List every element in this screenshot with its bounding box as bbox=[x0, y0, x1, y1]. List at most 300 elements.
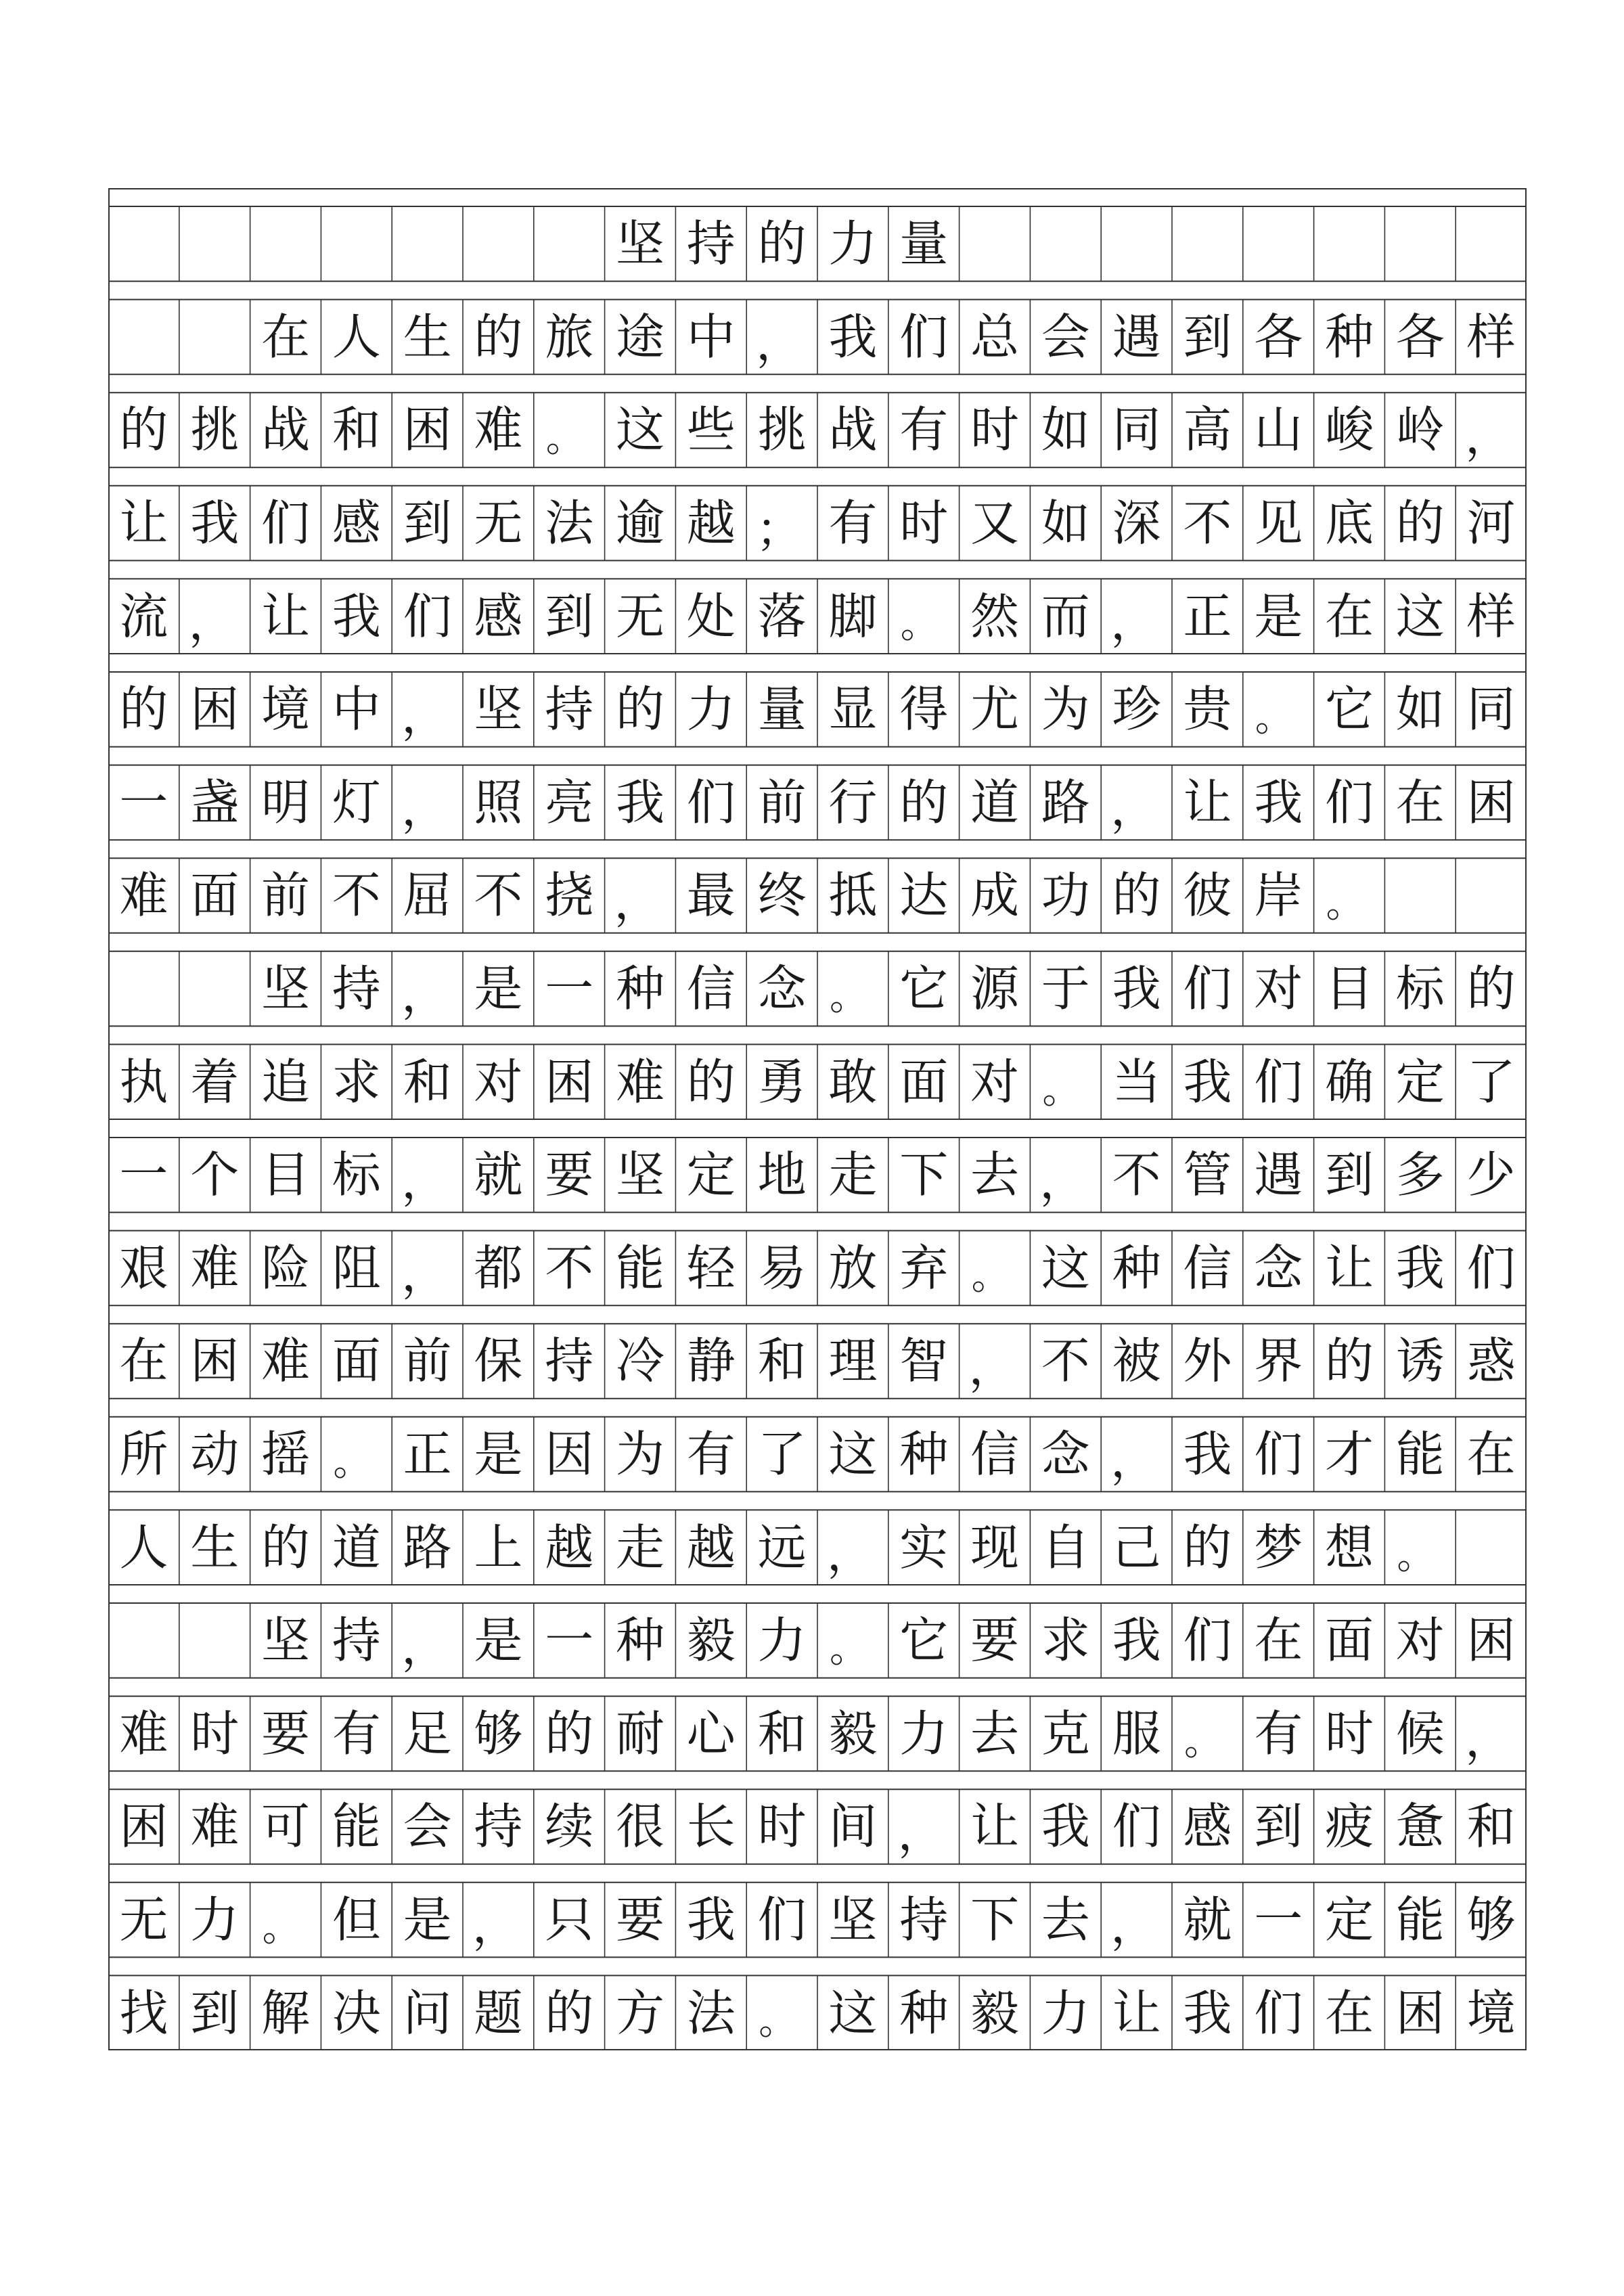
grid-cell-char: 己 bbox=[1112, 1518, 1161, 1576]
grid-cell-char: 。 bbox=[1042, 1068, 1081, 1112]
grid-cell-char: 心 bbox=[686, 1705, 736, 1762]
grid-cell-char: 各 bbox=[1254, 308, 1303, 365]
grid-cell-char: ， bbox=[897, 1807, 944, 1861]
grid-cell-char: 到 bbox=[190, 1984, 240, 2042]
grid-cell-char: 耐 bbox=[615, 1705, 664, 1762]
grid-cell-char: 方 bbox=[615, 1984, 664, 2042]
grid-cell-char: 是 bbox=[1254, 587, 1303, 645]
grid-cell-char: 。 bbox=[1326, 882, 1364, 926]
grid-cell-char: 旅 bbox=[545, 308, 594, 365]
grid-cell-char: 们 bbox=[1183, 960, 1232, 1018]
grid-cell-char: 只 bbox=[545, 1891, 594, 1949]
grid-cell-char: 到 bbox=[403, 495, 452, 552]
grid-cell-char: 求 bbox=[332, 1053, 381, 1110]
grid-cell-char: 有 bbox=[1254, 1705, 1303, 1762]
grid-cell-char: 种 bbox=[1324, 308, 1374, 365]
grid-cell-char: 让 bbox=[970, 1798, 1019, 1855]
grid-cell-char: 无 bbox=[474, 495, 523, 552]
grid-cell-char: 坚 bbox=[828, 1891, 878, 1949]
grid-cell-char: 被 bbox=[1112, 1332, 1161, 1390]
grid-cell-char: 下 bbox=[970, 1891, 1019, 1949]
grid-cell-char: 。 bbox=[262, 1906, 300, 1951]
grid-cell-char: 到 bbox=[545, 587, 594, 645]
grid-cell-char: 各 bbox=[1395, 308, 1445, 365]
grid-cell-char: 和 bbox=[1466, 1798, 1516, 1855]
grid-cell-char: 让 bbox=[1183, 773, 1232, 831]
grid-cell-char: 为 bbox=[1041, 681, 1090, 738]
grid-cell-char: 难 bbox=[261, 1332, 310, 1390]
grid-cell-char: 深 bbox=[1112, 495, 1161, 552]
grid-cell-char: 目 bbox=[261, 1146, 310, 1204]
grid-cell-char: 所 bbox=[119, 1426, 168, 1483]
grid-cell-char: 珍 bbox=[1112, 681, 1161, 738]
grid-cell-char: 会 bbox=[1041, 308, 1090, 365]
grid-cell-char: 难 bbox=[474, 401, 523, 459]
grid-cell-char: 遇 bbox=[1112, 308, 1161, 365]
grid-cell-char: 敢 bbox=[828, 1053, 878, 1110]
grid-cell-char: ， bbox=[968, 1341, 1015, 1395]
grid-cell-char: 和 bbox=[332, 401, 381, 459]
grid-cell-char: 我 bbox=[828, 308, 878, 365]
grid-cell-char: 行 bbox=[828, 773, 878, 831]
grid-cell-char: 去 bbox=[970, 1705, 1019, 1762]
grid-cell-char: 生 bbox=[190, 1518, 240, 1576]
grid-cell-char: 弃 bbox=[899, 1239, 949, 1297]
grid-cell-char: 的 bbox=[545, 1984, 594, 2042]
grid-cell-char: 问 bbox=[403, 1984, 452, 2042]
grid-cell-char: 源 bbox=[970, 960, 1019, 1018]
grid-cell-char: 克 bbox=[1041, 1705, 1090, 1762]
grid-cell-char: 长 bbox=[686, 1798, 736, 1855]
grid-cell-char: 样 bbox=[1466, 587, 1516, 645]
grid-cell-char: 确 bbox=[1324, 1053, 1374, 1110]
grid-cell-char: ； bbox=[756, 503, 803, 558]
grid-cell-char: 信 bbox=[686, 960, 736, 1018]
grid-cell-char: 岸 bbox=[1254, 867, 1303, 924]
grid-cell-char: 有 bbox=[828, 495, 878, 552]
grid-cell-char: 坚 bbox=[261, 960, 310, 1018]
grid-cell-char: 岭 bbox=[1395, 401, 1445, 459]
grid-cell-char: 一 bbox=[1254, 1891, 1303, 1949]
grid-cell-char: 的 bbox=[545, 1705, 594, 1762]
grid-cell-char: 挑 bbox=[757, 401, 807, 459]
grid-cell-char: 的 bbox=[1324, 1332, 1374, 1390]
grid-cell-char: 道 bbox=[332, 1518, 381, 1576]
grid-cell-char: 当 bbox=[1112, 1053, 1161, 1110]
grid-cell-char: 持 bbox=[332, 1612, 381, 1669]
grid-cell-char: 力 bbox=[1041, 1984, 1090, 2042]
grid-cell-char: 外 bbox=[1183, 1332, 1232, 1390]
grid-cell-char: 去 bbox=[1041, 1891, 1090, 1949]
grid-cell-char: 见 bbox=[1254, 495, 1303, 552]
grid-cell-char: 面 bbox=[899, 1053, 949, 1110]
grid-cell-char: 这 bbox=[615, 401, 664, 459]
grid-cell-char: 要 bbox=[615, 1891, 664, 1949]
grid-cell-char: 人 bbox=[332, 308, 381, 365]
grid-cell-char: 。 bbox=[1184, 1720, 1222, 1765]
grid-cell-char: 远 bbox=[757, 1518, 807, 1576]
grid-cell-char: 种 bbox=[1112, 1239, 1161, 1297]
grid-cell-char: 种 bbox=[899, 1426, 949, 1483]
grid-cell-char: 很 bbox=[615, 1798, 664, 1855]
grid-cell-char: 感 bbox=[474, 587, 523, 645]
grid-cell-char: 我 bbox=[1183, 1984, 1232, 2042]
grid-cell-char: 力 bbox=[757, 1612, 807, 1669]
grid-cell-char: 挑 bbox=[190, 401, 240, 459]
grid-cell-char: 摇 bbox=[261, 1426, 310, 1483]
grid-cell-char: 毅 bbox=[970, 1984, 1019, 2042]
grid-cell-char: 够 bbox=[474, 1705, 523, 1762]
grid-cell-char: 到 bbox=[1183, 308, 1232, 365]
grid-cell-char: 逾 bbox=[615, 495, 664, 552]
grid-cell-char: 脚 bbox=[828, 587, 878, 645]
grid-cell-char: 但 bbox=[332, 1891, 381, 1949]
grid-cell-char: 上 bbox=[474, 1518, 523, 1576]
grid-cell-char: 实 bbox=[899, 1518, 949, 1576]
grid-cell-char: 在 bbox=[1324, 1984, 1374, 2042]
grid-cell-char: 它 bbox=[899, 960, 949, 1018]
grid-cell-char: 地 bbox=[757, 1146, 807, 1204]
grid-cell-char: 们 bbox=[1324, 773, 1374, 831]
grid-cell-char: ， bbox=[1465, 410, 1512, 464]
grid-cell-char: 决 bbox=[332, 1984, 381, 2042]
grid-cell-char: 困 bbox=[545, 1053, 594, 1110]
grid-cell-char: 静 bbox=[686, 1332, 736, 1390]
grid-cell-char: 找 bbox=[119, 1984, 168, 2042]
grid-cell-char: 要 bbox=[970, 1612, 1019, 1669]
grid-cell-char: ， bbox=[472, 1900, 519, 1954]
grid-cell-char: 管 bbox=[1183, 1146, 1232, 1204]
grid-cell-char: 如 bbox=[1041, 495, 1090, 552]
grid-cell-char: 在 bbox=[1466, 1426, 1516, 1483]
grid-cell-char: 标 bbox=[1395, 960, 1445, 1018]
grid-cell-char: 得 bbox=[899, 681, 949, 738]
grid-cell-char: 都 bbox=[474, 1239, 523, 1297]
grid-cell-char: 困 bbox=[403, 401, 452, 459]
grid-cell-char: 能 bbox=[1395, 1891, 1445, 1949]
grid-cell-char: 候 bbox=[1395, 1705, 1445, 1762]
grid-cell-char: 智 bbox=[899, 1332, 949, 1390]
grid-cell-char: 续 bbox=[545, 1798, 594, 1855]
grid-cell-char: 的 bbox=[899, 773, 949, 831]
grid-cell-char: 定 bbox=[1395, 1053, 1445, 1110]
grid-cell-char: 服 bbox=[1112, 1705, 1161, 1762]
grid-cell-char: 让 bbox=[119, 495, 168, 552]
grid-cell-char: 们 bbox=[1254, 1053, 1303, 1110]
grid-cell-char: 山 bbox=[1254, 401, 1303, 459]
grid-cell-char: 定 bbox=[686, 1146, 736, 1204]
grid-cell-char: 力 bbox=[686, 681, 736, 738]
grid-cell-char: 持 bbox=[474, 1798, 523, 1855]
grid-cell-char: 难 bbox=[615, 1053, 664, 1110]
grid-cell-char: 们 bbox=[686, 773, 736, 831]
grid-cell-char: 是 bbox=[474, 1426, 523, 1483]
grid-cell-char: 的 bbox=[686, 1053, 736, 1110]
grid-cell-char: 它 bbox=[1324, 681, 1374, 738]
grid-cell-char: 战 bbox=[828, 401, 878, 459]
grid-cell-char: 中 bbox=[332, 681, 381, 738]
grid-cell-char: 和 bbox=[757, 1705, 807, 1762]
grid-cell-char: 我 bbox=[1183, 1426, 1232, 1483]
grid-cell-char: 对 bbox=[1254, 960, 1303, 1018]
grid-cell-char: 我 bbox=[686, 1891, 736, 1949]
grid-cell-char: 我 bbox=[615, 773, 664, 831]
grid-cell-char: 易 bbox=[757, 1239, 807, 1297]
grid-cell-char: 念 bbox=[1041, 1426, 1090, 1483]
grid-cell-char: 在 bbox=[119, 1332, 168, 1390]
grid-cell-char: 放 bbox=[828, 1239, 878, 1297]
grid-cell-char: 中 bbox=[686, 308, 736, 365]
grid-cell-char: 越 bbox=[686, 495, 736, 552]
grid-cell-char: 时 bbox=[970, 401, 1019, 459]
grid-cell-char: ， bbox=[1039, 1155, 1086, 1209]
grid-cell-char: 会 bbox=[403, 1798, 452, 1855]
grid-cell-char: 的 bbox=[1183, 1518, 1232, 1576]
grid-cell-char: 了 bbox=[757, 1426, 807, 1483]
grid-cell-char: 因 bbox=[545, 1426, 594, 1483]
grid-cell-char: 对 bbox=[1395, 1612, 1445, 1669]
grid-cell-char: 信 bbox=[1183, 1239, 1232, 1297]
grid-cell-char: 艰 bbox=[119, 1239, 168, 1297]
grid-cell-char: 的 bbox=[474, 308, 523, 365]
grid-cell-char: 路 bbox=[1041, 773, 1090, 831]
grid-cell-char: 我 bbox=[332, 587, 381, 645]
grid-cell-char: 时 bbox=[757, 1798, 807, 1855]
grid-cell-char: 让 bbox=[1324, 1239, 1374, 1297]
grid-cell-char: 。 bbox=[1397, 1533, 1435, 1578]
grid-cell-char: 到 bbox=[1324, 1146, 1374, 1204]
grid-cell-char: 。 bbox=[1255, 696, 1293, 740]
grid-cell-char: 下 bbox=[899, 1146, 949, 1204]
grid-cell-char: 解 bbox=[261, 1984, 310, 2042]
grid-cell-char: 抵 bbox=[828, 867, 878, 924]
grid-cell-char: 我 bbox=[1112, 1612, 1161, 1669]
grid-cell-char: 显 bbox=[828, 681, 878, 738]
grid-cell-char: ， bbox=[827, 1527, 874, 1581]
grid-cell-char: 功 bbox=[1041, 867, 1090, 924]
grid-cell-char: 题 bbox=[474, 1984, 523, 2042]
grid-cell-char: 屈 bbox=[403, 867, 452, 924]
grid-cell-char: 要 bbox=[261, 1705, 310, 1762]
grid-cell-char: 们 bbox=[1254, 1426, 1303, 1483]
grid-cell-char: 轻 bbox=[686, 1239, 736, 1297]
grid-cell-char: 阻 bbox=[332, 1239, 381, 1297]
grid-cell-char: 越 bbox=[545, 1518, 594, 1576]
grid-cell-char: 们 bbox=[1183, 1612, 1232, 1669]
grid-cell-char: 无 bbox=[615, 587, 664, 645]
grid-cell-char: 是 bbox=[403, 1891, 452, 1949]
grid-cell-char: 持 bbox=[332, 960, 381, 1018]
grid-cell-char: 时 bbox=[190, 1705, 240, 1762]
grid-cell-char: 我 bbox=[1041, 1798, 1090, 1855]
grid-cell-char: 境 bbox=[261, 681, 310, 738]
grid-cell-char: 前 bbox=[757, 773, 807, 831]
grid-cell-char: 前 bbox=[403, 1332, 452, 1390]
grid-cell-char: 和 bbox=[757, 1332, 807, 1390]
grid-cell-char: 种 bbox=[615, 960, 664, 1018]
grid-cell-char: 如 bbox=[1041, 401, 1090, 459]
grid-cell-char: 让 bbox=[261, 587, 310, 645]
grid-cell-char: 处 bbox=[686, 587, 736, 645]
grid-cell-char: 保 bbox=[474, 1332, 523, 1390]
grid-cell-char: 法 bbox=[545, 495, 594, 552]
grid-cell-char: 这 bbox=[828, 1426, 878, 1483]
grid-cell-char: ， bbox=[1110, 1435, 1157, 1489]
grid-cell-char: 我 bbox=[190, 495, 240, 552]
grid-cell-char: 。 bbox=[900, 602, 939, 647]
grid-cell-char: ， bbox=[401, 1621, 448, 1675]
grid-cell-char: 感 bbox=[332, 495, 381, 552]
grid-cell-char: 念 bbox=[757, 960, 807, 1018]
grid-cell-char: 贵 bbox=[1183, 681, 1232, 738]
grid-cell-char: 而 bbox=[1041, 587, 1090, 645]
grid-cell-char: 坚 bbox=[261, 1612, 310, 1669]
grid-cell-char: 面 bbox=[332, 1332, 381, 1390]
grid-cell-char: 同 bbox=[1112, 401, 1161, 459]
grid-cell-char: 战 bbox=[261, 401, 310, 459]
grid-cell-char: 感 bbox=[1183, 1798, 1232, 1855]
grid-cell-char: 走 bbox=[828, 1146, 878, 1204]
grid-cell-char: 境 bbox=[1466, 1984, 1516, 2042]
grid-cell-char: 困 bbox=[1395, 1984, 1445, 2042]
grid-cell-char: 挠 bbox=[545, 867, 594, 924]
grid-cell-char: 难 bbox=[119, 867, 168, 924]
grid-cell-char: 们 bbox=[403, 587, 452, 645]
grid-cell-char: 亮 bbox=[545, 773, 594, 831]
grid-cell-char: ， bbox=[401, 969, 448, 1023]
grid-cell-char: 标 bbox=[332, 1146, 381, 1204]
grid-cell-char: 。 bbox=[830, 975, 867, 1020]
grid-cell-char: 能 bbox=[1395, 1426, 1445, 1483]
grid-cell-char: ， bbox=[614, 876, 660, 930]
grid-cell-char: 对 bbox=[970, 1053, 1019, 1110]
grid-cell-char: 力 bbox=[828, 215, 878, 273]
grid-cell-char: 如 bbox=[1395, 681, 1445, 738]
grid-cell-char: 。 bbox=[830, 1627, 867, 1671]
grid-cell-char: 盏 bbox=[190, 773, 240, 831]
grid-cell-char: 够 bbox=[1466, 1891, 1516, 1949]
grid-cell-char: 现 bbox=[970, 1518, 1019, 1576]
grid-cell-char: 路 bbox=[403, 1518, 452, 1576]
grid-cell-char: 种 bbox=[899, 1984, 949, 2042]
grid-cell-char: 的 bbox=[757, 215, 807, 273]
grid-cell-char: 自 bbox=[1041, 1518, 1090, 1576]
grid-cell-char: 落 bbox=[757, 587, 807, 645]
grid-cell-char: 成 bbox=[970, 867, 1019, 924]
grid-cell-char: 力 bbox=[190, 1891, 240, 1949]
grid-cell-char: ， bbox=[401, 1248, 448, 1303]
grid-cell-char: 不 bbox=[474, 867, 523, 924]
grid-cell-char: 生 bbox=[403, 308, 452, 365]
grid-cell-char: 一 bbox=[119, 1146, 168, 1204]
grid-cell-char: 信 bbox=[970, 1426, 1019, 1483]
grid-cell-char: 底 bbox=[1324, 495, 1374, 552]
grid-cell-char: 就 bbox=[474, 1146, 523, 1204]
grid-cell-char: 能 bbox=[332, 1798, 381, 1855]
grid-cell-char: 法 bbox=[686, 1984, 736, 2042]
grid-cell-char: ， bbox=[401, 1155, 448, 1209]
grid-cell-char: 能 bbox=[615, 1239, 664, 1297]
grid-cell-char: 人 bbox=[119, 1518, 168, 1576]
grid-cell-char: 困 bbox=[1466, 1612, 1516, 1669]
grid-cell-char: 们 bbox=[899, 308, 949, 365]
grid-cell-char: 总 bbox=[970, 308, 1019, 365]
grid-cell-char: 。 bbox=[759, 1999, 797, 2044]
grid-cell-char: 不 bbox=[1041, 1332, 1090, 1390]
grid-cell-char: 困 bbox=[1466, 773, 1516, 831]
grid-cell-char: ， bbox=[756, 317, 803, 372]
manuscript-grid-paper bbox=[108, 188, 1527, 2050]
grid-cell-char: 彼 bbox=[1183, 867, 1232, 924]
grid-cell-char: 峻 bbox=[1324, 401, 1374, 459]
grid-cell-char: 终 bbox=[757, 867, 807, 924]
grid-cell-char: 坚 bbox=[474, 681, 523, 738]
grid-cell-char: 我 bbox=[1183, 1053, 1232, 1110]
grid-cell-char: 去 bbox=[970, 1146, 1019, 1204]
grid-cell-char: 力 bbox=[899, 1705, 949, 1762]
grid-cell-char: 念 bbox=[1254, 1239, 1303, 1297]
grid-cell-char: 灯 bbox=[332, 773, 381, 831]
grid-cell-char: 才 bbox=[1324, 1426, 1374, 1483]
grid-cell-char: 理 bbox=[828, 1332, 878, 1390]
grid-cell-char: 流 bbox=[119, 587, 168, 645]
grid-cell-char: 们 bbox=[1254, 1984, 1303, 2042]
grid-cell-char: 不 bbox=[1112, 1146, 1161, 1204]
grid-cell-char: 一 bbox=[119, 773, 168, 831]
grid-cell-char: 要 bbox=[545, 1146, 594, 1204]
grid-cell-char: 量 bbox=[899, 215, 949, 273]
grid-cell-char: 。 bbox=[545, 416, 584, 461]
grid-cell-char: 遇 bbox=[1254, 1146, 1303, 1204]
grid-cell-char: 正 bbox=[403, 1426, 452, 1483]
grid-cell-char: 多 bbox=[1395, 1146, 1445, 1204]
grid-cell-char: ， bbox=[1465, 1714, 1512, 1768]
grid-cell-char: 了 bbox=[1466, 1053, 1516, 1110]
grid-cell-char: 是 bbox=[474, 960, 523, 1018]
grid-cell-char: 走 bbox=[615, 1518, 664, 1576]
grid-cell-char: 些 bbox=[686, 401, 736, 459]
grid-cell-char: 我 bbox=[1395, 1239, 1445, 1297]
grid-cell-char: 最 bbox=[686, 867, 736, 924]
grid-cell-char: 越 bbox=[686, 1518, 736, 1576]
grid-cell-char: 于 bbox=[1041, 960, 1090, 1018]
grid-cell-char: 持 bbox=[899, 1891, 949, 1949]
grid-cell-char: 困 bbox=[119, 1798, 168, 1855]
grid-cell-char: 高 bbox=[1183, 401, 1232, 459]
grid-cell-char: 难 bbox=[190, 1239, 240, 1297]
grid-cell-char: 难 bbox=[190, 1798, 240, 1855]
grid-cell-char: 的 bbox=[261, 1518, 310, 1576]
grid-cell-char: 时 bbox=[1324, 1705, 1374, 1762]
grid-cell-char: 们 bbox=[1112, 1798, 1161, 1855]
grid-cell-char: 达 bbox=[899, 867, 949, 924]
grid-cell-char: 样 bbox=[1466, 308, 1516, 365]
grid-cell-char: 面 bbox=[190, 867, 240, 924]
grid-cells bbox=[108, 188, 1527, 2050]
grid-cell-char: 们 bbox=[757, 1891, 807, 1949]
grid-cell-char: 一 bbox=[545, 960, 594, 1018]
grid-cell-char: 毅 bbox=[828, 1705, 878, 1762]
grid-cell-char: 我 bbox=[1254, 773, 1303, 831]
grid-cell-char: 途 bbox=[615, 308, 664, 365]
grid-cell-char: ， bbox=[1110, 783, 1157, 837]
grid-cell-char: ， bbox=[188, 596, 235, 650]
grid-cell-char: ， bbox=[1110, 596, 1157, 650]
grid-cell-char: 毅 bbox=[686, 1612, 736, 1669]
grid-cell-char: 惑 bbox=[1466, 1332, 1516, 1390]
grid-cell-char: 时 bbox=[899, 495, 949, 552]
grid-cell-char: 疲 bbox=[1324, 1798, 1374, 1855]
